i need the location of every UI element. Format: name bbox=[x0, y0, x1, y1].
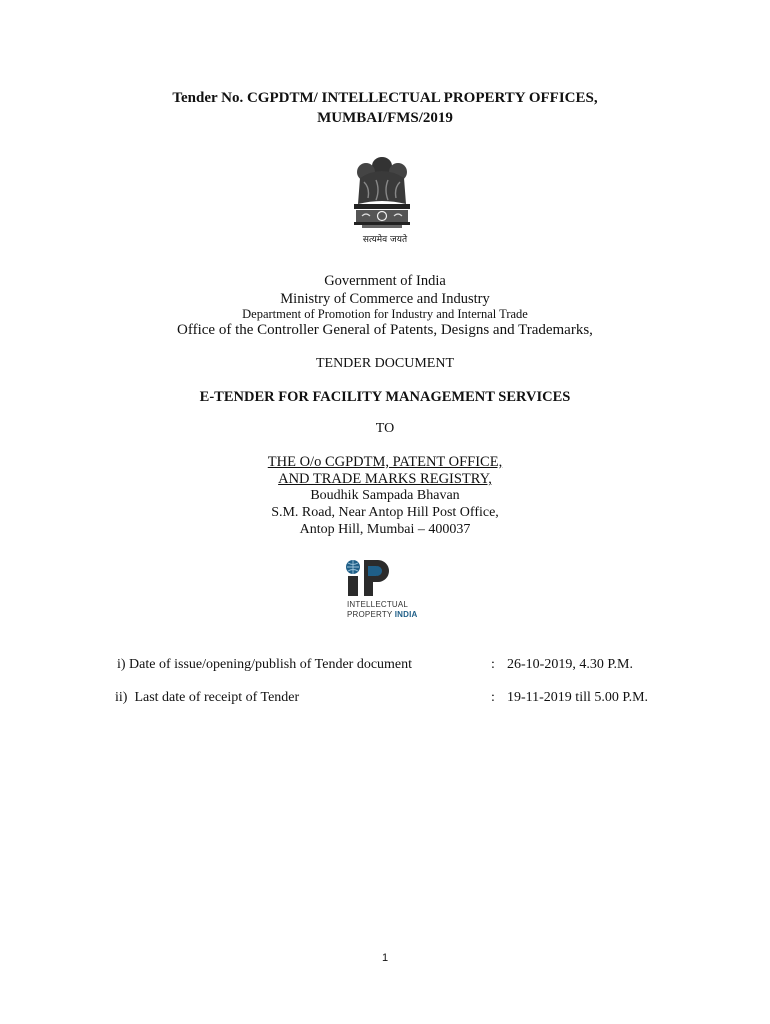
address-line5: Antop Hill, Mumbai – 400037 bbox=[299, 522, 471, 537]
office-name: Office of the Controller General of Patents, Designs and Trademarks, bbox=[177, 322, 593, 338]
tender-title bbox=[0, 88, 770, 128]
address-line2: AND TRADE MARKS REGISTRY, bbox=[278, 471, 492, 487]
last-date-label: ii) Last date of receipt of Tender bbox=[115, 690, 300, 705]
government-name: Government of India bbox=[324, 273, 446, 289]
tender-subject: E-TENDER FOR FACILITY MANAGEMENT SERVICES bbox=[199, 389, 571, 405]
logo-text-line2 bbox=[347, 610, 418, 619]
tender-title-line1: Tender No. CGPDTM/ INTELLECTUAL PROPERTY OFFICES, bbox=[172, 90, 598, 106]
issue-date-value: 26-10-2019, 4.30 P.M. bbox=[507, 657, 634, 672]
logo-text-line1: INTELLECTUAL bbox=[347, 600, 409, 609]
address-line1: THE O/o CGPDTM, PATENT OFFICE, bbox=[267, 454, 503, 470]
last-date-colon: : bbox=[491, 690, 495, 705]
address-line3: Boudhik Sampada Bhavan bbox=[310, 488, 460, 503]
tender-title-line2: MUMBAI/FMS/2019 bbox=[317, 110, 453, 126]
logo-text-property: PROPERTY bbox=[347, 610, 395, 619]
logo-text-india: INDIA bbox=[394, 610, 418, 619]
document-type: TENDER DOCUMENT bbox=[315, 356, 455, 371]
to-label: TO bbox=[375, 421, 395, 436]
address-line4: S.M. Road, Near Antop Hill Post Office, bbox=[271, 505, 499, 520]
issue-date-colon: : bbox=[491, 657, 495, 672]
issue-date-label: i) Date of issue/opening/publish of Tender document bbox=[117, 657, 413, 672]
page-number: 1 bbox=[381, 952, 389, 964]
ministry-name: Ministry of Commerce and Industry bbox=[280, 291, 490, 307]
emblem-motto: सत्यमेव जयते bbox=[362, 235, 408, 245]
last-date-value: 19-11-2019 till 5.00 P.M. bbox=[507, 690, 649, 705]
department-name: Department of Promotion for Industry and Internal Trade bbox=[242, 307, 528, 321]
